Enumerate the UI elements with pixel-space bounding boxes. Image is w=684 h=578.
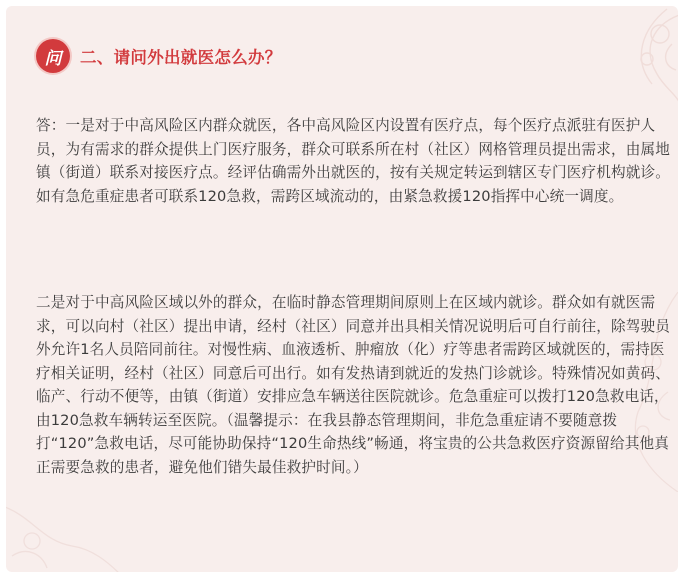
floral-ornament-icon [6,486,122,572]
question-badge-icon: 问 [36,39,70,73]
content-card [6,6,678,572]
section-heading [36,38,282,74]
answer-paragraph: 二是对于中高风险区域以外的群众，在临时静态管理期间原则上在区域内就诊。群众如有就医需求，可以向村（社区）提出申请，经村（社区）同意并出具相关情况说明后可自行前往，除驾驶员外允许1名人员陪同前往。对慢性病、血液透析、肿瘤放（化）疗等患者需跨区域就医的，需持医疗相关证明，经村（社区）同意后可出行。如有发热请到就近的发热门诊就诊。特殊情况如黄码、临产、行动不便等，由镇（街道）安排应急车辆送往医院就诊。危急重症可以拨打120急救电话，由120急救车辆转运至医院。（温馨提示：在我县静态管理期间，非危急重症请不要随意拨打“120”急救电话，尽可能协助保持“120生命热线”畅通，将宝贵的公共急救医疗资源留给其他真正需要急救的患者，避免他们错失最佳救护时间。） [36,294,670,476]
section-title: 二、请问外出就医怎么办？ [80,48,282,67]
answer-paragraph: 答：一是对于中高风险区内群众就医，各中高风险区内设置有医疗点，每个医疗点派驻有医护人员，为有需求的群众提供上门医疗服务，群众可联系所在村（社区）网格管理员提出需求，由属地镇（街道）联系对接医疗点。经评估确需外出就医的，按有关规定转运到辖区专门医疗机构就诊。如有急危重症患者可联系120急救，需跨区域流动的，由紧急救援120指挥中心统一调度。 [36,117,670,205]
floral-ornament-icon [572,6,678,124]
